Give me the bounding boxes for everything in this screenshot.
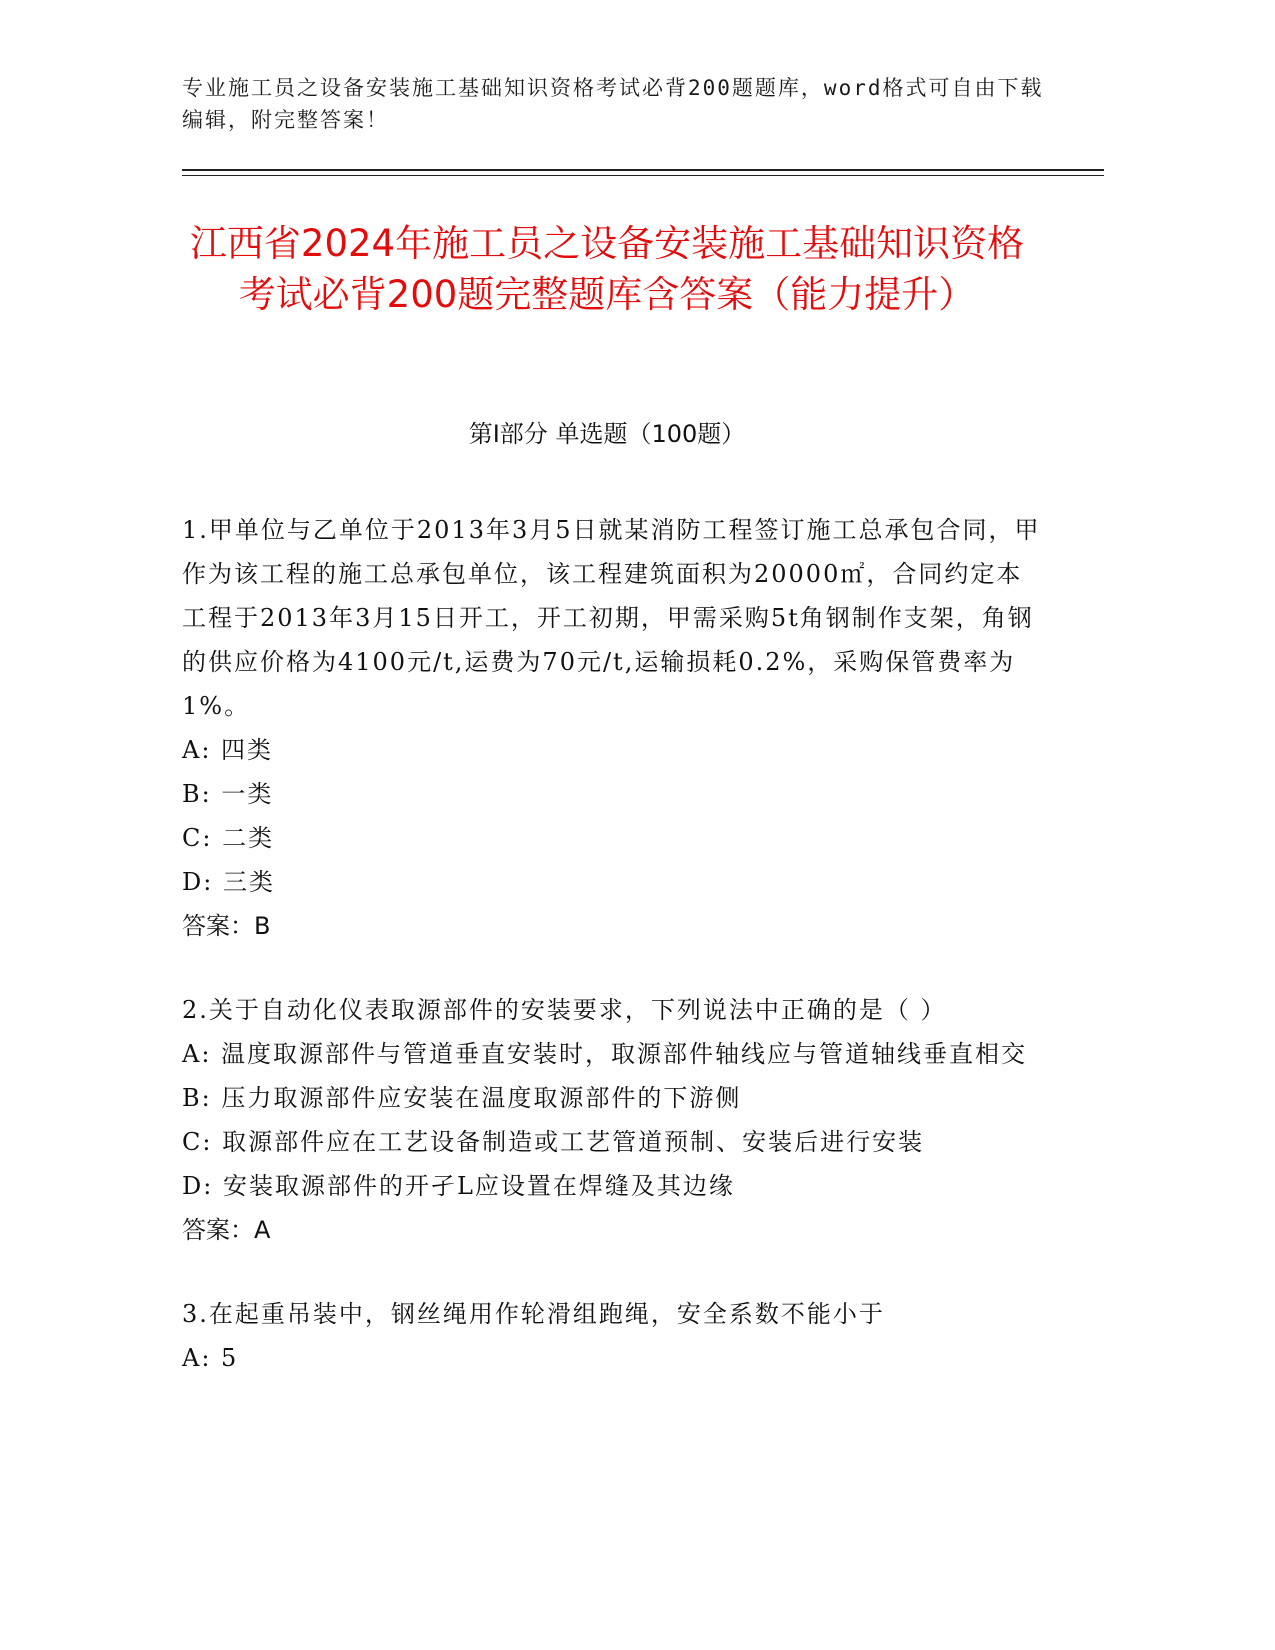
option-a: A: 四类: [182, 736, 274, 764]
option-c: C: 取源部件应在工艺设备制造或工艺管道预制、安装后进行安装: [182, 1128, 925, 1156]
question-stem: 3.在起重吊装中，钢丝绳用作轮滑组跑绳，安全系数不能小于: [182, 1300, 885, 1328]
question-list: [182, 508, 1042, 1420]
option-c: C: 二类: [182, 824, 275, 852]
header-rule-thick: [182, 169, 1104, 171]
section-title: 第Ⅰ部分 单选题（100题）: [468, 420, 746, 448]
option-d: D: 三类: [182, 868, 275, 896]
header-rule-thin: [182, 175, 1104, 176]
option-b: B: 一类: [182, 780, 274, 808]
answer: 答案：B: [182, 912, 271, 940]
question-stem: 2.关于自动化仪表取源部件的安装要求，下列说法中正确的是（ ）: [182, 996, 947, 1024]
question-stem: 1.甲单位与乙单位于2013年3月5日就某消防工程签订施工总承包合同，甲作为该工程的施工总承包单位，该工程建筑面积为20000㎡，合同约定本工程于2013年3月15日开工，开工初期，甲需采购5t角钢制作支架，角钢的供应价格为4100元/t,运费为70元/t,运输损耗0.2%，采购保管费率为1%。: [182, 516, 1041, 720]
question-2: [182, 988, 1042, 1252]
document-title: 江西省2024年施工员之设备安装施工基础知识资格考试必背200题完整题库含答案（能力提升）: [189, 222, 1025, 316]
question-3: [182, 1292, 1042, 1380]
option-b: B: 压力取源部件应安装在温度取源部件的下游侧: [182, 1084, 742, 1112]
option-a: A: 温度取源部件与管道垂直安装时，取源部件轴线应与管道轴线垂直相交: [182, 1040, 1028, 1068]
question-1: [182, 508, 1042, 948]
answer: 答案：A: [182, 1216, 271, 1244]
header-note: 专业施工员之设备安装施工基础知识资格考试必背200题题库，word格式可自由下载编辑，附完整答案！: [182, 76, 1044, 132]
option-d: D: 安装取源部件的开孑L应设置在焊缝及其边缘: [182, 1172, 735, 1200]
option-a: A: 5: [182, 1344, 239, 1372]
